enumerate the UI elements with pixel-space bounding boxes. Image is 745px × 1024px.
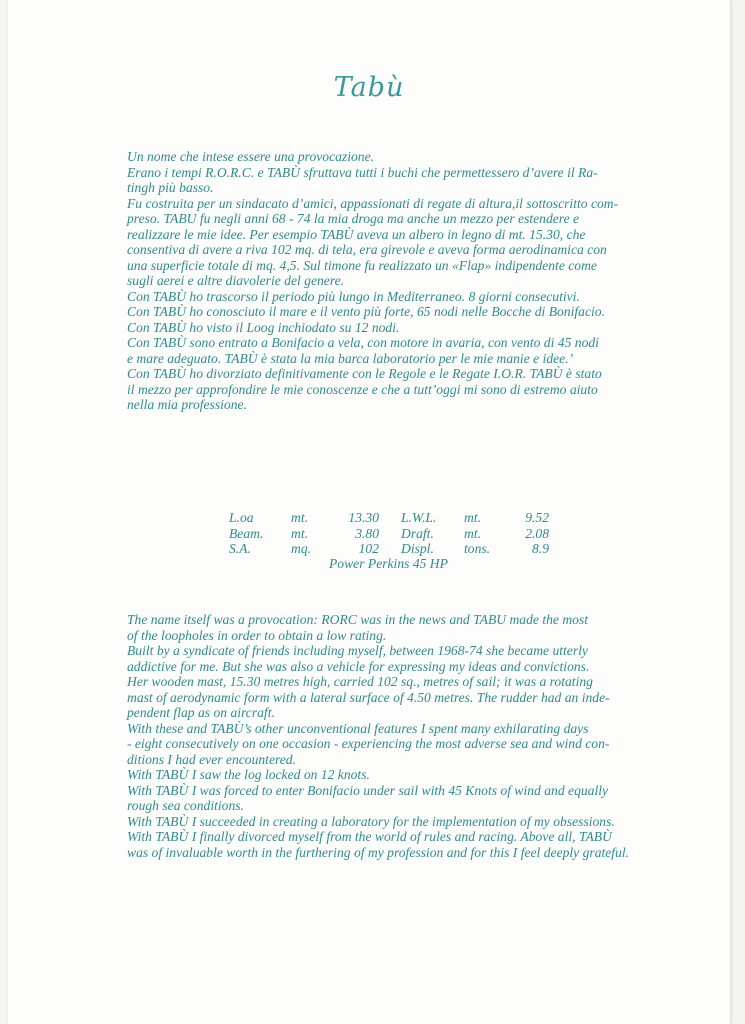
- spec-label: Displ.: [401, 541, 434, 556]
- english-text-block: [127, 612, 647, 860]
- text-line: sugli aerei e altre diavolerie del genere.: [127, 273, 345, 288]
- text-line: Her wooden mast, 15.30 metres high, carried 102 sq., metres of sail; it was a rotating: [127, 674, 593, 689]
- spec-value: 2.08: [525, 525, 549, 541]
- text-line: addictive for me. But she was also a vehicle for expressing my ideas and convictions.: [127, 658, 590, 674]
- text-line: e mare adeguato. TABÙ è stata la mia barca laboratorio per le mie manie e idee.’: [127, 350, 574, 366]
- text-line: Fu costruita per un sindacato d’amici, appassionati di regate di altura,il sottoscritto com-: [127, 195, 619, 211]
- spec-label: S.A.: [229, 541, 251, 556]
- spec-label: Beam.: [229, 525, 264, 541]
- text-line: Con TABÙ sono entrato a Bonifacio a vela, con motore in avaria, con vento di 45 nodi: [127, 335, 599, 350]
- text-line: With TABÙ I was forced to enter Bonifacio under sail with 45 Knots of wind and equally: [127, 782, 609, 798]
- specs-row: [229, 541, 549, 557]
- text-line: Con TABÙ ho trascorso il periodo più lungo in Mediterraneo. 8 giorni consecutivi.: [127, 288, 580, 304]
- text-line: Con TABÙ ho divorziato definitivamente con le Regole e le Regate I.O.R. TABÙ è stato: [127, 366, 602, 381]
- text-line: With these and TABÙ’s other unconventional features I spent many exhilarating days: [127, 720, 589, 736]
- spec-unit: mt.: [291, 510, 308, 525]
- spec-label: L.W.L.: [401, 510, 437, 525]
- spec-unit: tons.: [464, 541, 491, 556]
- spec-label: L.oa: [229, 510, 254, 525]
- engine-spec: Power Perkins 45 HP: [329, 556, 448, 571]
- text-line: Con TABÙ ho visto il Loog inchiodato su 12 nodi.: [127, 319, 400, 335]
- spec-label: Draft.: [401, 525, 434, 541]
- text-line: pendent flap as on aircraft.: [127, 705, 275, 720]
- text-line: ditions I had ever encountered.: [127, 751, 296, 767]
- page-title: Tabù: [333, 72, 405, 103]
- spec-value: 8.9: [532, 541, 549, 556]
- text-line: il mezzo per approfondire le mie conoscenze e che a tutt’oggi mi sono di estremo aiuto: [127, 381, 598, 397]
- spec-value: 13.30: [348, 510, 379, 525]
- italian-text-block: [127, 149, 647, 413]
- text-line: was of invaluable worth in the furthering of my profession and for this I feel deeply grateful.: [127, 844, 630, 860]
- text-line: The name itself was a provocation: RORC was in the news and TABU made the most: [127, 612, 589, 627]
- text-line: nella mia professione.: [127, 397, 247, 412]
- spec-unit: mq.: [291, 541, 312, 556]
- spec-unit: mt.: [464, 525, 481, 541]
- document-page: [8, 0, 730, 1024]
- text-line: Un nome che intese essere una provocazione.: [127, 149, 375, 164]
- text-line: preso. TABU fu negli anni 68 - 74 la mia droga ma anche un mezzo per estendere e: [127, 211, 580, 226]
- specs-table: [229, 510, 549, 571]
- specs-row: [229, 510, 549, 526]
- spec-value: 102: [358, 541, 379, 556]
- text-line: With TABÙ I succeeded in creating a laboratory for the implementation of my obsessions.: [127, 813, 615, 829]
- spec-value: 3.80: [355, 525, 379, 541]
- spec-value: 9.52: [525, 510, 549, 525]
- text-line: realizzare le mie idee. Per esempio TABÙ aveva un albero in legno di mt. 15.30, che: [127, 226, 586, 242]
- text-line: consentiva di avere a riva 102 mq. di tela, era girevole e aveva forma aerodinamica con: [127, 242, 607, 257]
- spec-unit: mt.: [464, 510, 481, 525]
- text-line: With TABÙ I finally divorced myself from the world of rules and racing. Above all, TABÙ: [127, 829, 612, 844]
- text-line: rough sea conditions.: [127, 798, 244, 813]
- text-line: mast of aerodynamic form with a lateral surface of 4.50 metres. The rudder had an inde-: [127, 689, 610, 705]
- text-line: With TABÙ I saw the log locked on 12 knots.: [127, 767, 370, 782]
- text-line: tingh più basso.: [127, 180, 214, 195]
- text-line: of the loopholes in order to obtain a low rating.: [127, 627, 387, 643]
- spec-unit: mt.: [291, 525, 308, 541]
- text-line: una superficie totale di mq. 4,5. Sul timone fu realizzato un «Flap» indipendente come: [127, 257, 597, 273]
- text-line: Built by a syndicate of friends including myself, between 1968-74 she became utterly: [127, 643, 588, 658]
- text-line: Con TABÙ ho conosciuto il mare e il vento più forte, 65 nodi nelle Bocche di Bonifacio.: [127, 304, 605, 319]
- text-line: Erano i tempi R.O.R.C. e TABÙ sfruttava tutti i buchi che permettessero d’avere il Ra-: [127, 164, 598, 180]
- specs-row: [229, 526, 549, 542]
- text-line: - eight consecutively on one occasion - experiencing the most adverse sea and wind con-: [127, 736, 610, 751]
